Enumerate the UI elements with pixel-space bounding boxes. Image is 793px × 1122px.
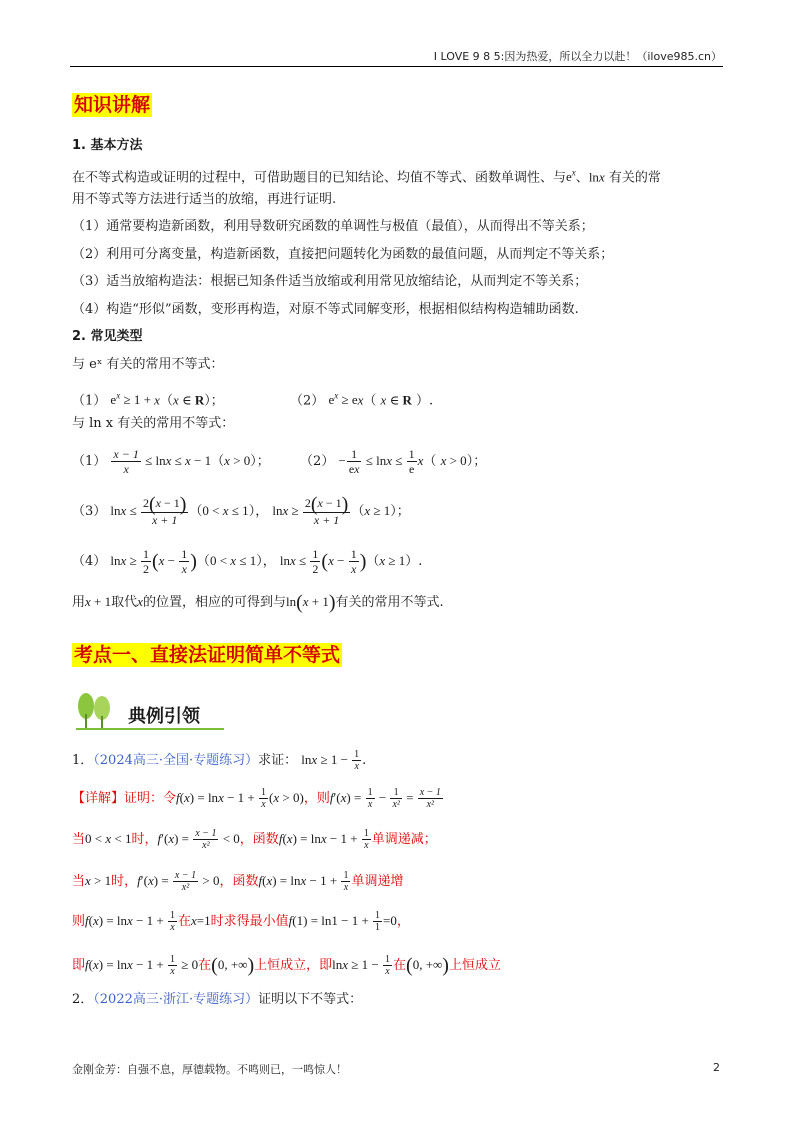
method-4: （4）构造“形似”函数，变形再构造，对原不等式同解变形，根据相似结构构造辅助函数. [72,302,579,317]
ln-intro: 与 ln x 有关的常用不等式： [72,416,235,431]
solution-line-3: 当x > 1时，f′(x) = $\frac{x - 1}{\text{x²}}$ > 0，函数f(x) = lnx − 1 + $\frac{1}{x}$ 单调递增 [72,870,404,893]
question-1: 1．（2024高三·全国·专题练习）求证： lnx ≥ 1 − $\frac{1}{x}$ . [72,749,367,772]
method-1: （1）通常要构造新函数，利用导数研究函数的单调性与极值（最值），从而得出不等关系； [72,219,594,234]
question-2: 2．（2022高三·浙江·专题练习）证明以下不等式： [72,992,363,1007]
method-3: （3）适当放缩构造法：根据已知条件适当放缩或利用常见放缩结论，从而判定不等关系； [72,274,588,289]
ln-ineq-4: （4） lnx ≥ $\frac{1}{2}$ (x − $\frac{1}{x}$ )（0 < x ≤ 1）， lnx ≤ $\frac{1}{2}$ (x − $\frac{1}{x}$ )（x ≥ 1）. [72,547,423,576]
section-title-direct-method: 考点一、直接法证明简单不等式 [74,644,341,666]
replace-sentence: 用x + 1取代x的位置，相应的可得到与ln(x + 1)有关的常用不等式. [72,591,444,614]
heading-basic-method: 1. 基本方法 [72,138,143,153]
paragraph-intro-line1: 在不等式构造或证明的过程中，可借助题目的已知结论、均值不等式、函数单调性、与$e^x$、lnx 有关的常 [72,168,661,186]
heading-common-types: 2. 常见类型 [72,329,143,344]
exp-intro: 与 eˣ 有关的常用不等式： [72,357,224,372]
method-2: （2）利用可分离变量，构造新函数，直接把问题转化为函数的最值问题，从而判定不等关系； [72,247,614,262]
solution-line-4: 则f(x) = lnx − 1 + $\frac{1}{x}$ 在x=1时求得最小值f(1) = ln1 − 1 + $\frac{1}{1}$ =0， [72,910,410,933]
section-title-knowledge: 知识讲解 [74,94,151,116]
page-header: I LOVE 9 8 5:因为热爱，所以全力以赴！（ilove985.cn） [433,50,722,63]
solution-line-1: 【详解】证明：令f(x) = lnx − 1 + $\frac{1}{x}$ (x > 0)，则f′(x) = $\frac{1}{x}$ − $\frac{1}{\text{x²}}$ = $\frac{x - 1}{\text{x²}}$ [72,787,441,810]
paragraph-intro-line2: 用不等式等方法进行适当的放缩，再进行证明. [72,192,337,207]
solution-line-5: 即f(x) = lnx − 1 + $\frac{1}{x}$ ≥ 0在(0, +∞)上恒成立，即lnx ≥ 1 − $\frac{1}{x}$ 在(0, +∞)上恒成立 [72,954,501,977]
exp-inequalities: （1） $e^x \ge 1 + x(x$ ∈ R）； （2） $e^x \ge ex$（ x ∈ R ）. [72,391,434,409]
ln-ineq-3: （3） lnx ≤ $\frac{2(x - 1)}{x + 1}$ （0 < x ≤ 1）， lnx ≥ $\frac{2(x - 1)}{x + 1}$ （x ≥ 1）； [72,493,410,527]
solution-line-2: 当0 < x < 1时，f′(x) = $\frac{x - 1}{\text{x²}}$ < 0，函数f(x) = lnx − 1 + $\frac{1}{x}$ 单调递减； [72,828,437,851]
header-rule [70,66,723,67]
page-number: 2 [713,1061,720,1074]
banner-title: 典例引领 [128,706,200,727]
footer-motto: 金刚金芳：自强不息，厚德载物。不鸣则已，一鸣惊人！ [72,1063,347,1076]
ln-ineq-1-2: （1） $\frac{x - 1}{x}$ ≤ lnx ≤ x − 1（x > 0）； （2） − $\frac{1}{ex}$ ≤ lnx ≤ $\frac{1}{e}$ x（ x > 0）； [72,447,487,476]
